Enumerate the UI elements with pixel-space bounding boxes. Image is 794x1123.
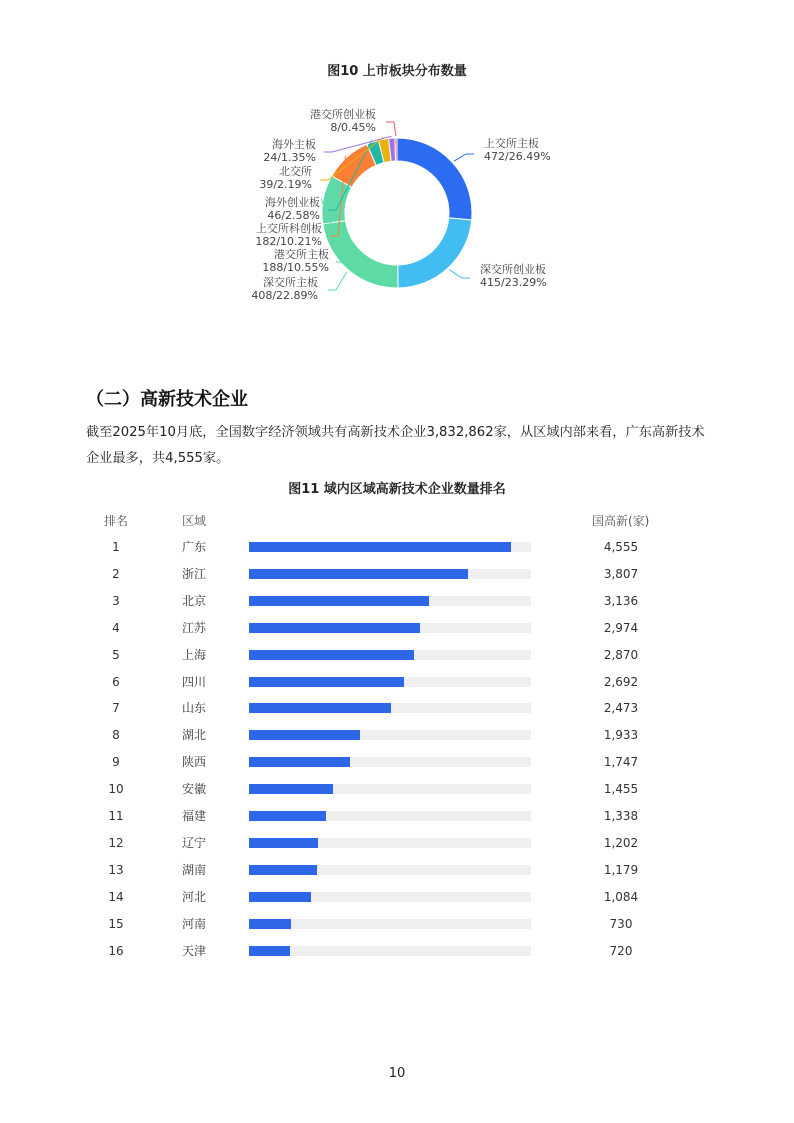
rank-cell: 7 <box>112 701 120 716</box>
rank-cell: 14 <box>108 889 124 904</box>
rank-cell: 16 <box>108 943 124 958</box>
bar-fill <box>249 703 391 713</box>
rank-cell: 4 <box>112 620 120 635</box>
donut-label-name: 深交所主板 <box>263 276 318 289</box>
value-cell: 720 <box>609 943 633 958</box>
value-cell: 2,692 <box>603 674 639 689</box>
value-cell: 3,136 <box>603 593 639 608</box>
table-row <box>0 830 794 856</box>
bar-fill <box>249 677 404 687</box>
table-row <box>0 749 794 775</box>
bar-fill <box>249 946 290 956</box>
region-cell: 江苏 <box>182 620 207 635</box>
donut-label-name: 北交所 <box>279 165 312 178</box>
region-cell: 山东 <box>182 701 207 716</box>
bar-fill <box>249 865 317 875</box>
bar-fill <box>249 892 311 902</box>
figure11-title: 图11 域内区域高新技术企业数量排名 <box>288 482 506 497</box>
donut-label-name: 港交所主板 <box>274 248 329 261</box>
bar-fill <box>249 623 420 633</box>
table-row <box>0 642 794 668</box>
table-row <box>0 695 794 721</box>
header-value: 国高新(家) <box>592 514 650 528</box>
rank-cell: 12 <box>108 835 124 850</box>
table-row <box>0 911 794 937</box>
donut-label-value: 415/23.29% <box>480 276 547 289</box>
donut-leader-line <box>454 154 474 161</box>
donut-leader-line <box>386 122 396 136</box>
bar-track <box>249 757 531 767</box>
region-cell: 湖南 <box>182 862 207 877</box>
bar-track <box>249 946 531 956</box>
table-row <box>0 776 794 802</box>
region-cell: 湖北 <box>182 728 207 743</box>
bar-fill <box>249 784 333 794</box>
value-cell: 4,555 <box>603 540 639 554</box>
table-row <box>0 534 794 560</box>
region-cell: 上海 <box>182 647 207 662</box>
bar-track <box>249 892 531 902</box>
value-cell: 1,084 <box>603 889 639 904</box>
region-cell: 河南 <box>182 916 207 931</box>
rank-cell: 9 <box>112 755 120 770</box>
bar-track <box>249 596 531 606</box>
region-cell: 安徽 <box>182 782 207 797</box>
donut-label-name: 深交所创业板 <box>480 263 546 276</box>
page-number: 10 <box>388 1066 406 1081</box>
value-cell: 1,747 <box>603 755 639 770</box>
figure10-title: 图10 上市板块分布数量 <box>327 64 467 79</box>
donut-label-name: 港交所创业板 <box>310 108 376 121</box>
donut-label-name: 上交所科创板 <box>256 222 322 235</box>
value-cell: 3,807 <box>603 566 639 581</box>
donut-label-value: 188/10.55% <box>262 261 329 274</box>
bar-track <box>249 919 531 929</box>
donut-label-name: 上交所主板 <box>484 137 539 150</box>
donut-label-value: 39/2.19% <box>259 178 312 191</box>
donut-chart <box>0 90 794 310</box>
bar-track <box>249 730 531 740</box>
bar-fill <box>249 757 350 767</box>
value-cell: 1,202 <box>603 835 639 850</box>
bar-fill <box>249 811 326 821</box>
table-row <box>0 857 794 883</box>
region-cell: 辽宁 <box>182 835 207 850</box>
donut-label-value: 46/2.58% <box>267 209 320 222</box>
value-cell: 1,933 <box>603 728 639 743</box>
value-cell: 730 <box>609 916 633 931</box>
table-row <box>0 615 794 641</box>
bar-fill <box>249 838 318 848</box>
rank-cell: 8 <box>112 728 120 743</box>
value-cell: 1,338 <box>603 809 639 823</box>
donut-leader-line <box>328 272 347 290</box>
value-cell: 2,473 <box>603 701 639 716</box>
value-cell: 1,179 <box>603 862 639 877</box>
bar-fill <box>249 542 511 552</box>
region-cell: 天津 <box>182 943 207 958</box>
bar-track <box>249 784 531 794</box>
bar-fill <box>249 650 414 660</box>
rank-cell: 13 <box>108 862 124 877</box>
table-row <box>0 561 794 587</box>
table-row <box>0 803 794 829</box>
header-region: 区域 <box>182 514 207 528</box>
region-cell: 陕西 <box>182 755 207 770</box>
table-row <box>0 669 794 695</box>
bar-track <box>249 811 531 821</box>
header-rank: 排名 <box>104 514 129 528</box>
bar-track <box>249 569 531 579</box>
rank-cell: 5 <box>112 647 120 662</box>
value-cell: 2,974 <box>603 620 639 635</box>
donut-leader-line <box>449 270 470 278</box>
donut-slice <box>397 138 472 220</box>
rank-cell: 2 <box>112 566 120 581</box>
value-cell: 2,870 <box>603 647 639 662</box>
bar-track <box>249 623 531 633</box>
donut-label-name: 海外主板 <box>272 138 316 151</box>
donut-label-value: 472/26.49% <box>484 150 551 163</box>
donut-label-value: 182/10.21% <box>255 235 322 248</box>
section-heading: （二）高新技术企业 <box>86 389 248 410</box>
rank-cell: 3 <box>112 593 120 608</box>
region-cell: 浙江 <box>182 566 207 581</box>
bar-track <box>249 542 531 552</box>
donut-label-value: 8/0.45% <box>330 121 376 134</box>
donut-slice <box>395 138 397 161</box>
donut-label-value: 24/1.35% <box>263 151 316 164</box>
region-cell: 河北 <box>182 889 207 904</box>
section-paragraph: 截至2025年10月底，全国数字经济领域共有高新技术企业3,832,862家，从区域内部来看，广东高新技术企业最多，共4,555家。 <box>86 425 705 466</box>
region-cell: 北京 <box>182 593 207 608</box>
table-row <box>0 884 794 910</box>
table-row <box>0 722 794 748</box>
bar-track <box>249 703 531 713</box>
rank-cell: 1 <box>112 540 120 554</box>
rank-cell: 6 <box>112 674 120 689</box>
donut-label-name: 海外创业板 <box>265 196 320 209</box>
rank-cell: 10 <box>108 782 124 797</box>
rank-cell: 11 <box>108 809 124 823</box>
donut-label-value: 408/22.89% <box>251 289 318 302</box>
bar-fill <box>249 596 429 606</box>
donut-slice <box>323 221 398 288</box>
value-cell: 1,455 <box>603 782 639 797</box>
table-row <box>0 588 794 614</box>
region-cell: 四川 <box>182 674 207 689</box>
bar-fill <box>249 919 291 929</box>
bar-track <box>249 650 531 660</box>
region-cell: 福建 <box>182 809 207 823</box>
region-cell: 广东 <box>182 540 207 554</box>
bar-track <box>249 677 531 687</box>
bar-track <box>249 838 531 848</box>
bar-track <box>249 865 531 875</box>
bar-fill <box>249 730 360 740</box>
rank-cell: 15 <box>108 916 124 931</box>
table-row <box>0 938 794 964</box>
bar-fill <box>249 569 468 579</box>
